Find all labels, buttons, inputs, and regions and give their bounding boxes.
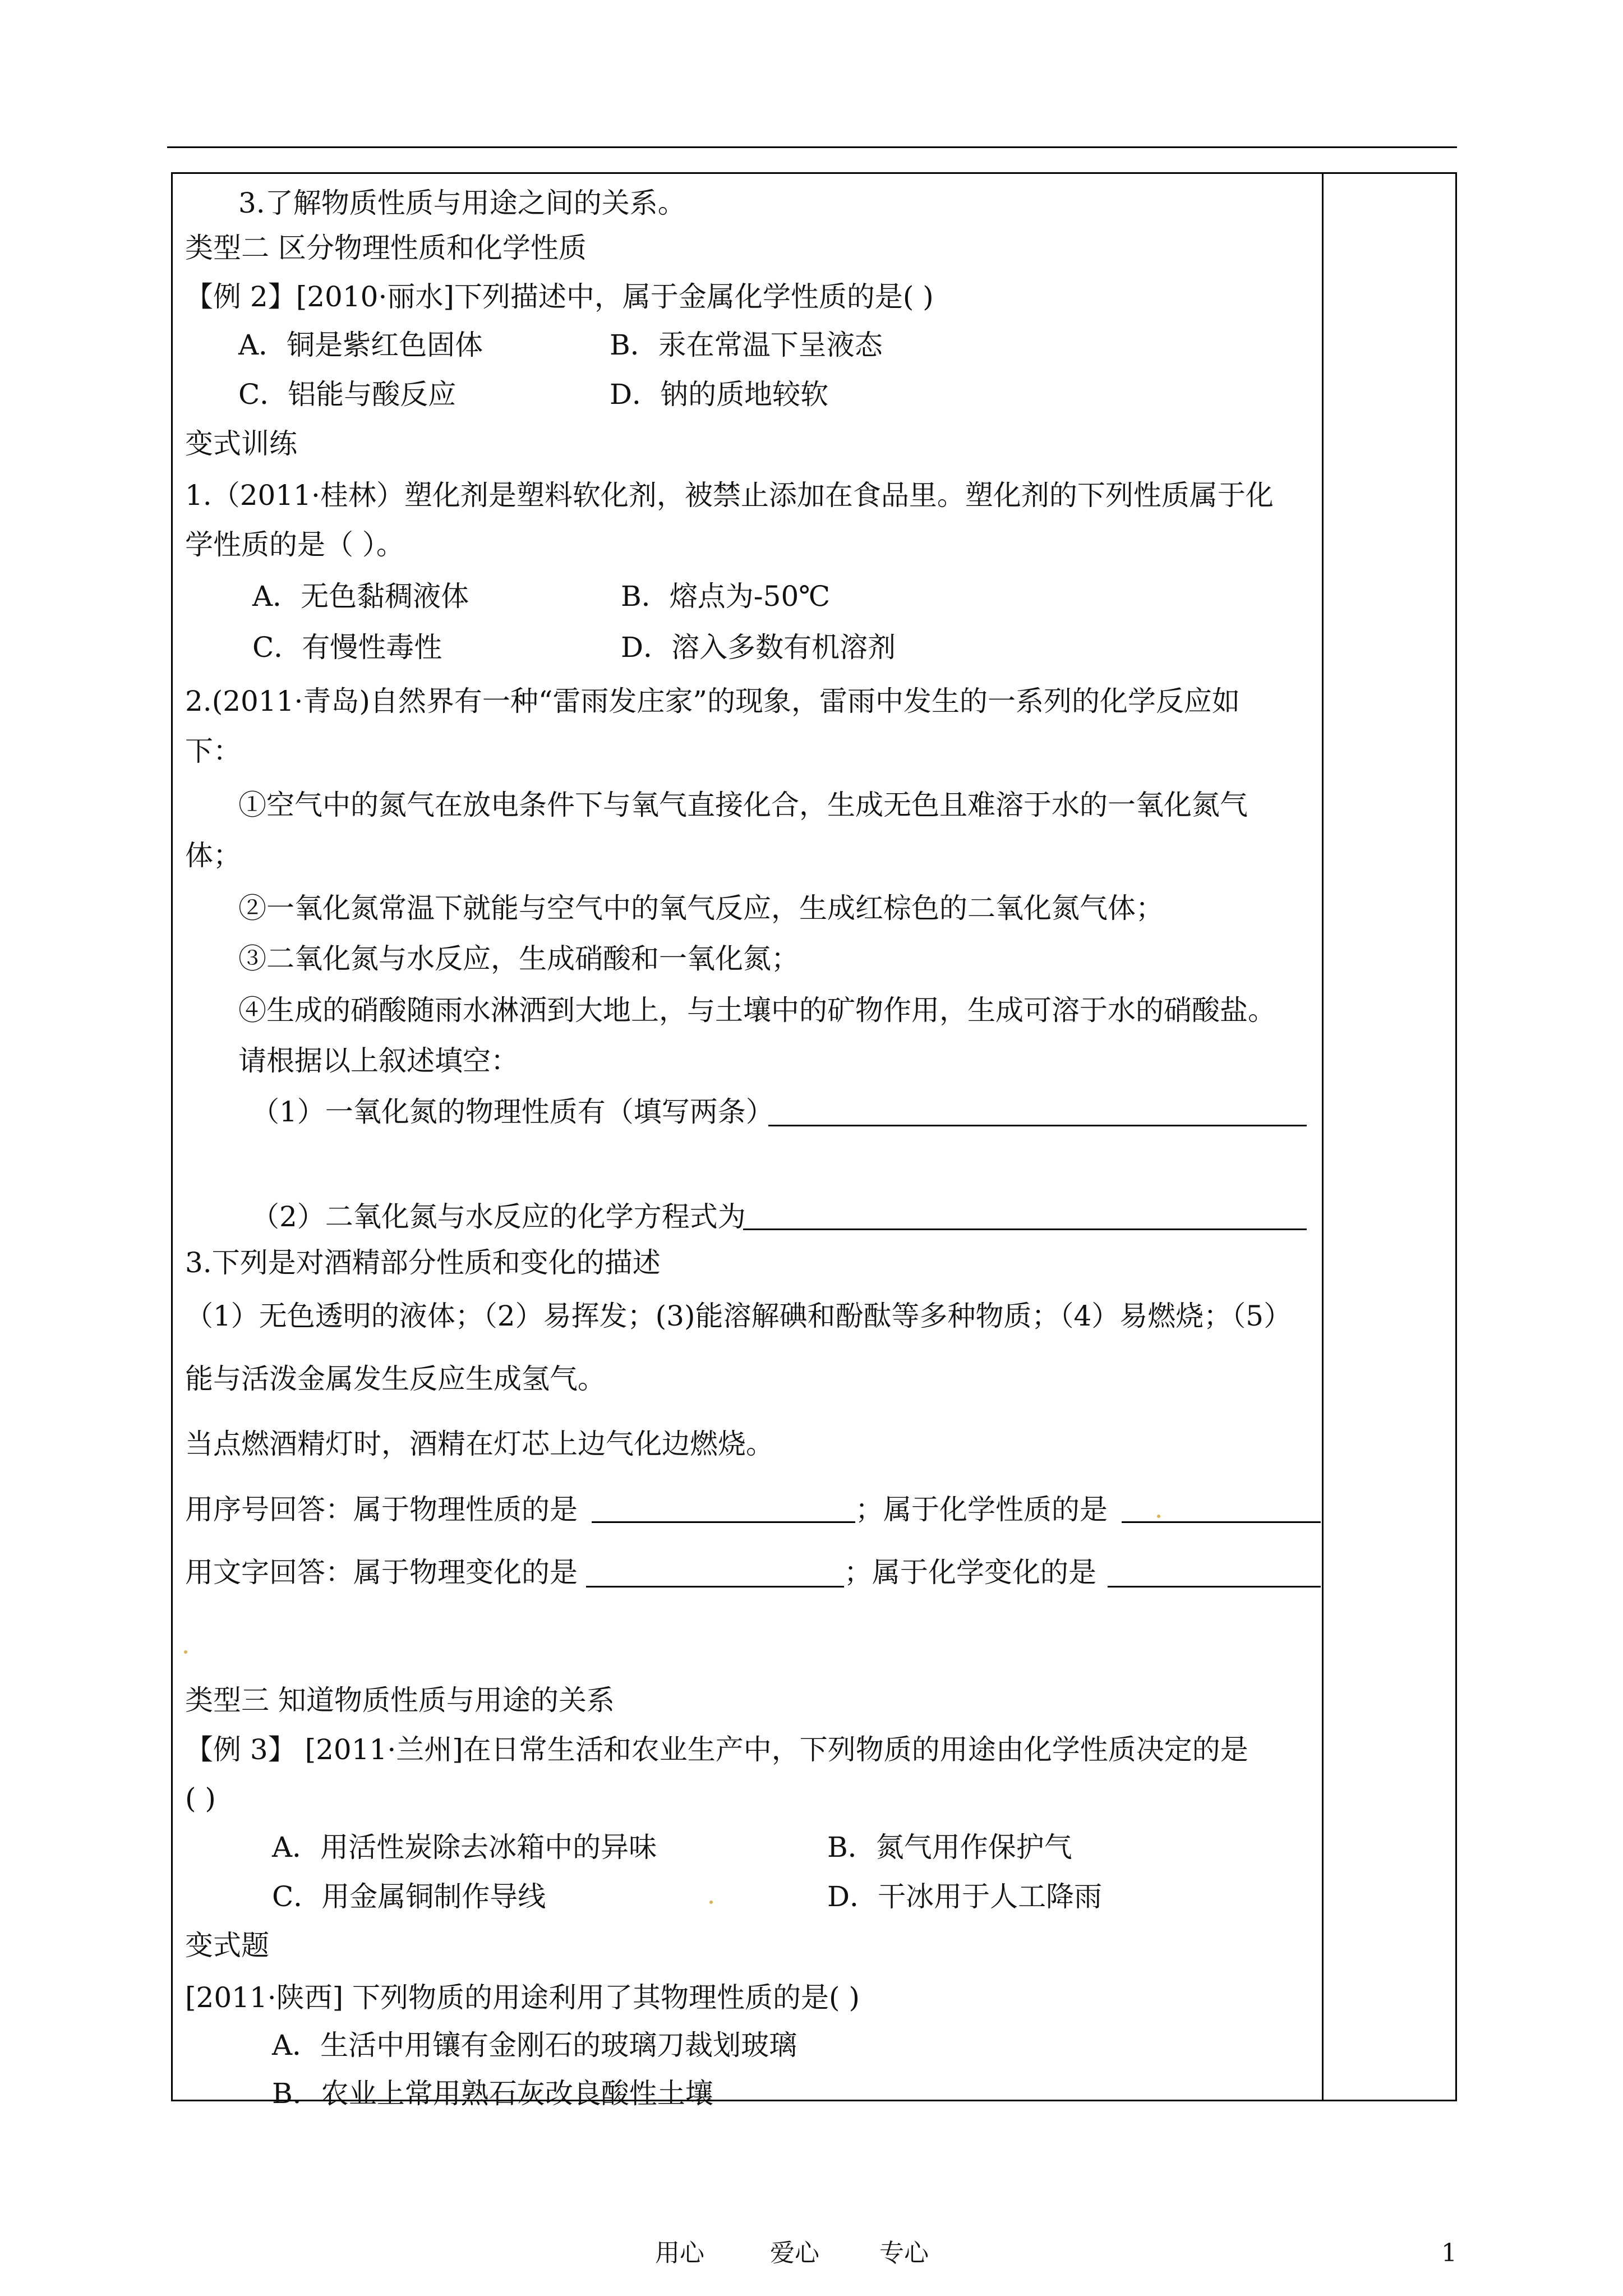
exercise-2-step-4: ④生成的硝酸随雨水淋洒到大地上，与土壤中的矿物作用，生成可溶于水的硝酸盐。 — [238, 994, 1276, 1027]
exercise-heading: 变式训练 — [185, 427, 297, 460]
exercise-2-part-1: （1）一氧化氮的物理性质有（填写两条） — [251, 1096, 774, 1128]
physical-property-answer-blank[interactable] — [592, 1521, 855, 1523]
exercise-1-option-a: A．无色黏稠液体 — [252, 580, 469, 613]
exercise-2-question-line2: 下： — [185, 735, 241, 767]
exercise-2-part-1-answer-blank[interactable] — [768, 1125, 1307, 1126]
exercise-2-instruction: 请根据以上叙述填空： — [238, 1045, 519, 1077]
footer-motto-3: 专心 — [879, 2239, 929, 2267]
example-3-option-a: A．用活性炭除去冰箱中的异味 — [272, 1831, 657, 1864]
example-2-option-c: C．铝能与酸反应 — [238, 378, 457, 411]
exercise-2-step-1-line1: ①空气中的氮气在放电条件下与氧气直接化合，生成无色且难溶于水的一氧化氮气 — [238, 789, 1248, 821]
section-type-3-heading: 类型三 知道物质性质与用途的关系 — [185, 1684, 615, 1717]
exercise-1-question-line2: 学性质的是（ ）。 — [185, 528, 404, 561]
exercise-1-option-c: C．有慢性毒性 — [252, 631, 442, 664]
exercise-2-step-3: ③二氧化氮与水反应，生成硝酸和一氧化氮； — [238, 942, 799, 975]
exercise-2-step-1-line2: 体； — [185, 839, 241, 872]
notes-column-divider — [1322, 172, 1324, 2101]
exercise-3-properties-line1: （1）无色透明的液体；（2）易挥发；(3)能溶解碘和酚酞等多种物质；（4）易燃烧；（5） — [185, 1300, 1292, 1332]
exercise-2-question-line1: 2.(2011·青岛)自然界有一种“雷雨发庄家”的现象，雷雨中发生的一系列的化学反应如 — [185, 685, 1240, 717]
exercise-3-prompt-text-physical: 用文字回答：属于物理变化的是 — [185, 1556, 578, 1589]
exercise-3-prompt-number-physical: 用序号回答：属于物理性质的是 — [185, 1493, 578, 1526]
chemical-change-answer-blank[interactable] — [1108, 1586, 1321, 1588]
scan-speck — [184, 1650, 187, 1654]
scan-speck — [1157, 1515, 1160, 1518]
example-3-question-line2: ( ) — [185, 1782, 216, 1815]
exercise-1-question-line1: 1.（2011·桂林）塑化剂是塑料软化剂，被禁止添加在食品里。塑化剂的下列性质属于化 — [185, 479, 1274, 512]
exercise-1-option-b: B．熔点为-50℃ — [621, 580, 831, 613]
content-table-frame — [171, 172, 1457, 2101]
page-number: 1 — [1441, 2239, 1457, 2267]
variant-heading: 变式题 — [185, 1929, 269, 1962]
variant-option-a: A．生活中用镶有金刚石的玻璃刀裁划玻璃 — [272, 2029, 797, 2062]
physical-change-answer-blank[interactable] — [586, 1586, 844, 1588]
variant-question: [2011·陕西] 下列物质的用途利用了其物理性质的是( ) — [185, 1981, 860, 2014]
chemical-property-answer-blank[interactable] — [1122, 1521, 1321, 1523]
exercise-3-question: 3.下列是对酒精部分性质和变化的描述 — [185, 1246, 661, 1279]
example-3-option-d: D．干冰用于人工降雨 — [827, 1880, 1103, 1913]
exercise-3-prompt-text-chemical: ；属于化学变化的是 — [844, 1556, 1096, 1589]
example-2-option-a: A．铜是紫红色固体 — [238, 329, 483, 361]
example-3-option-b: B．氮气用作保护气 — [827, 1831, 1072, 1864]
exercise-1-option-d: D．溶入多数有机溶剂 — [621, 631, 896, 664]
variant-option-b: B．农业上常用熟石灰改良酸性土壤 — [272, 2077, 713, 2110]
exercise-2-part-2: （2）二氧化氮与水反应的化学方程式为 — [251, 1200, 746, 1233]
exercise-3-prompt-number-chemical: ；属于化学性质的是 — [855, 1493, 1108, 1526]
objective-3: 3.了解物质性质与用途之间的关系。 — [238, 187, 686, 219]
exercise-2-part-2-answer-blank[interactable] — [743, 1228, 1307, 1230]
footer-motto-2: 爱心 — [770, 2239, 819, 2267]
footer-motto-1: 用心 — [655, 2239, 704, 2267]
example-3-question-line1: 【例 3】 [2011·兰州]在日常生活和农业生产中，下列物质的用途由化学性质决定的是 — [185, 1733, 1248, 1766]
example-2-question: 【例 2】[2010·丽水]下列描述中，属于金属化学性质的是( ) — [185, 280, 934, 313]
exercise-3-properties-line2: 能与活泼金属发生反应生成氢气。 — [185, 1363, 606, 1395]
scan-speck — [709, 1901, 713, 1904]
exercise-2-step-2: ②一氧化氮常温下就能与空气中的氧气反应，生成红棕色的二氧化氮气体； — [238, 892, 1164, 924]
example-2-option-b: B．汞在常温下呈液态 — [610, 329, 883, 361]
example-2-option-d: D．钠的质地较软 — [610, 378, 829, 411]
section-type-2-heading: 类型二 区分物理性质和化学性质 — [185, 232, 587, 264]
example-3-option-c: C．用金属铜制作导线 — [272, 1880, 546, 1913]
exercise-3-scenario: 当点燃酒精灯时，酒精在灯芯上边气化边燃烧。 — [185, 1428, 774, 1460]
header-rule — [167, 146, 1457, 148]
